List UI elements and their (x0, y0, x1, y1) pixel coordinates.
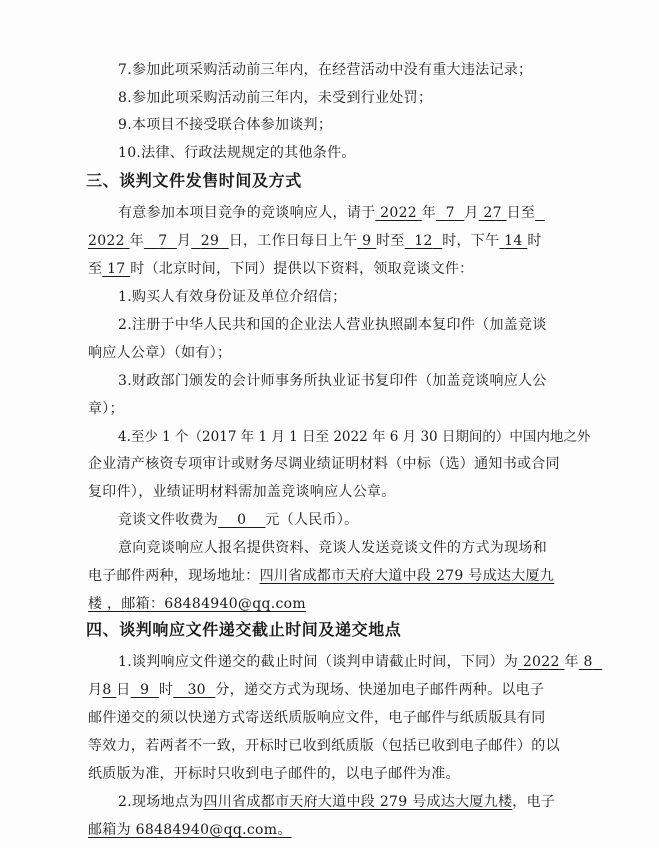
blank (535, 205, 545, 221)
day-to: 日至 (506, 205, 536, 221)
venue-suffix: ，电子 (512, 794, 556, 810)
fee-label: 竞谈文件收费为 (118, 512, 219, 528)
address-line1: 意向竞谈响应人报名提供资料、竞谈人发送竞谈文件的方式为现场和 (118, 540, 547, 556)
venue-line1 (118, 793, 555, 811)
material-item-4-cont2: 复印件），业绩证明材料需加盖竞谈响应人公章。 (88, 484, 396, 500)
end-year: 2022 (88, 233, 125, 249)
fee-line (118, 511, 358, 529)
deadline-method: 分，递交方式为现场、快递加电子邮件两种。以电子 (215, 682, 545, 698)
to-text: 至 (88, 261, 103, 277)
month-unit: 月 (176, 233, 192, 249)
list-item-10: 10.法律、行政法规规定的其他条件。 (118, 145, 356, 161)
pm-to: 17 (107, 261, 126, 277)
fee-unit: 元（人民币）。 (265, 512, 359, 528)
intro-tail: 时（北京时间，下同）提供以下资料，领取竞谈文件： (130, 261, 474, 277)
deadline-month: 8 (583, 654, 593, 670)
deadline-line1 (118, 653, 602, 671)
deadline-line4: 等效力，若两者不一致，开标时已收到纸质版（包括已收到电子邮件）的以 (88, 738, 560, 754)
list-item-8: 8.参加此项采购活动前三年内，未受到行业处罚； (118, 90, 433, 106)
am-to: 12 (414, 233, 433, 249)
deadline-line3: 邮件递交的须以快递方式寄送纸质版响应文件，电子邮件与纸质版具有同 (88, 710, 546, 726)
deadline-line5: 纸质版为准，开标时只收到电子邮件的，以电子邮件为准。 (88, 766, 460, 782)
month-unit: 月 (88, 682, 103, 698)
venue-label: 2.现场地点为 (118, 794, 204, 810)
material-item-3-cont: 章）； (88, 401, 124, 417)
material-item-1: 1.购买人有效身份证及单位介绍信； (118, 289, 347, 305)
address-value: 四川省成都市天府大道中段 279 号成达大厦九 (259, 568, 555, 584)
list-item-7: 7.参加此项采购活动前三年内，在经营活动中没有重大违法记录； (118, 62, 533, 78)
am-from: 9 (362, 233, 372, 249)
deadline-minute: 30 (187, 682, 206, 698)
start-month: 7 (445, 205, 455, 221)
end-day: 29 (200, 233, 220, 249)
day-unit: 日 (116, 682, 131, 698)
month-unit: 月 (464, 205, 479, 221)
section3-intro-line2 (88, 232, 542, 250)
hour-pm: 时，下午 (442, 233, 500, 249)
section3-intro-line3 (88, 260, 473, 278)
address-email-value: 楼 ，邮箱：68484940@qq.com (88, 596, 306, 612)
section3-heading: 三、谈判文件发售时间及方式 (86, 171, 302, 190)
venue-line2 (88, 821, 292, 839)
end-month: 7 (158, 233, 168, 249)
year-unit: 年 (129, 233, 144, 249)
venue-value: 四川省成都市天府大道中段 279 号成达大厦九楼 (203, 794, 513, 810)
venue-email: 邮箱为 68484940@qq.com。 (88, 822, 292, 838)
start-year: 2022 (380, 205, 418, 221)
material-item-3: 3.财政部门颁发的会计师事务所执业证书复印件（加盖竞谈响应人公 (118, 373, 547, 389)
deadline-day: 8 (102, 682, 112, 698)
start-day: 27 (483, 205, 502, 221)
deadline-line2 (88, 681, 544, 699)
material-item-4-cont1: 企业清产核资专项审计或财务尽调业绩证明材料（中标（选）通知书或合同 (88, 456, 560, 472)
hour-unit: 时 (158, 682, 174, 698)
section3-intro-line1 (118, 204, 545, 222)
material-item-4: 4.至少 1 个（2017 年 1 月 1 日至 2022 年 6 月 30 日期间的）中国内地之外 (118, 429, 591, 445)
address-line3 (88, 595, 306, 613)
deadline-label: 1.谈判响应文件递交的截止时间（谈判申请截止时间，下同）为 (118, 654, 519, 670)
hour-to: 时至 (376, 233, 405, 249)
list-item-9: 9.本项目不接受联合体参加谈判； (118, 117, 333, 133)
pm-from: 14 (504, 233, 523, 249)
section4-heading: 四、谈判响应文件递交截止时间及递交地点 (86, 620, 402, 639)
workday-text: 日，工作日每日上午 (228, 233, 358, 249)
deadline-hour: 9 (140, 682, 150, 698)
year-unit: 年 (421, 205, 437, 221)
material-item-2: 2.注册于中华人民共和国的企业法人营业执照副本复印件（加盖竞谈 (118, 317, 547, 333)
hour-unit: 时 (527, 233, 542, 249)
intro-text: 有意参加本项目竞争的竞谈响应人，请于 (118, 205, 376, 221)
year-unit: 年 (564, 654, 579, 670)
material-item-2-cont: 响应人公章）（如有）； (88, 345, 232, 361)
address-label: 电子邮件两种，现场地址： (88, 568, 260, 584)
deadline-year: 2022 (522, 654, 560, 670)
fee-value: 0 (237, 512, 247, 528)
address-line2 (88, 567, 554, 585)
